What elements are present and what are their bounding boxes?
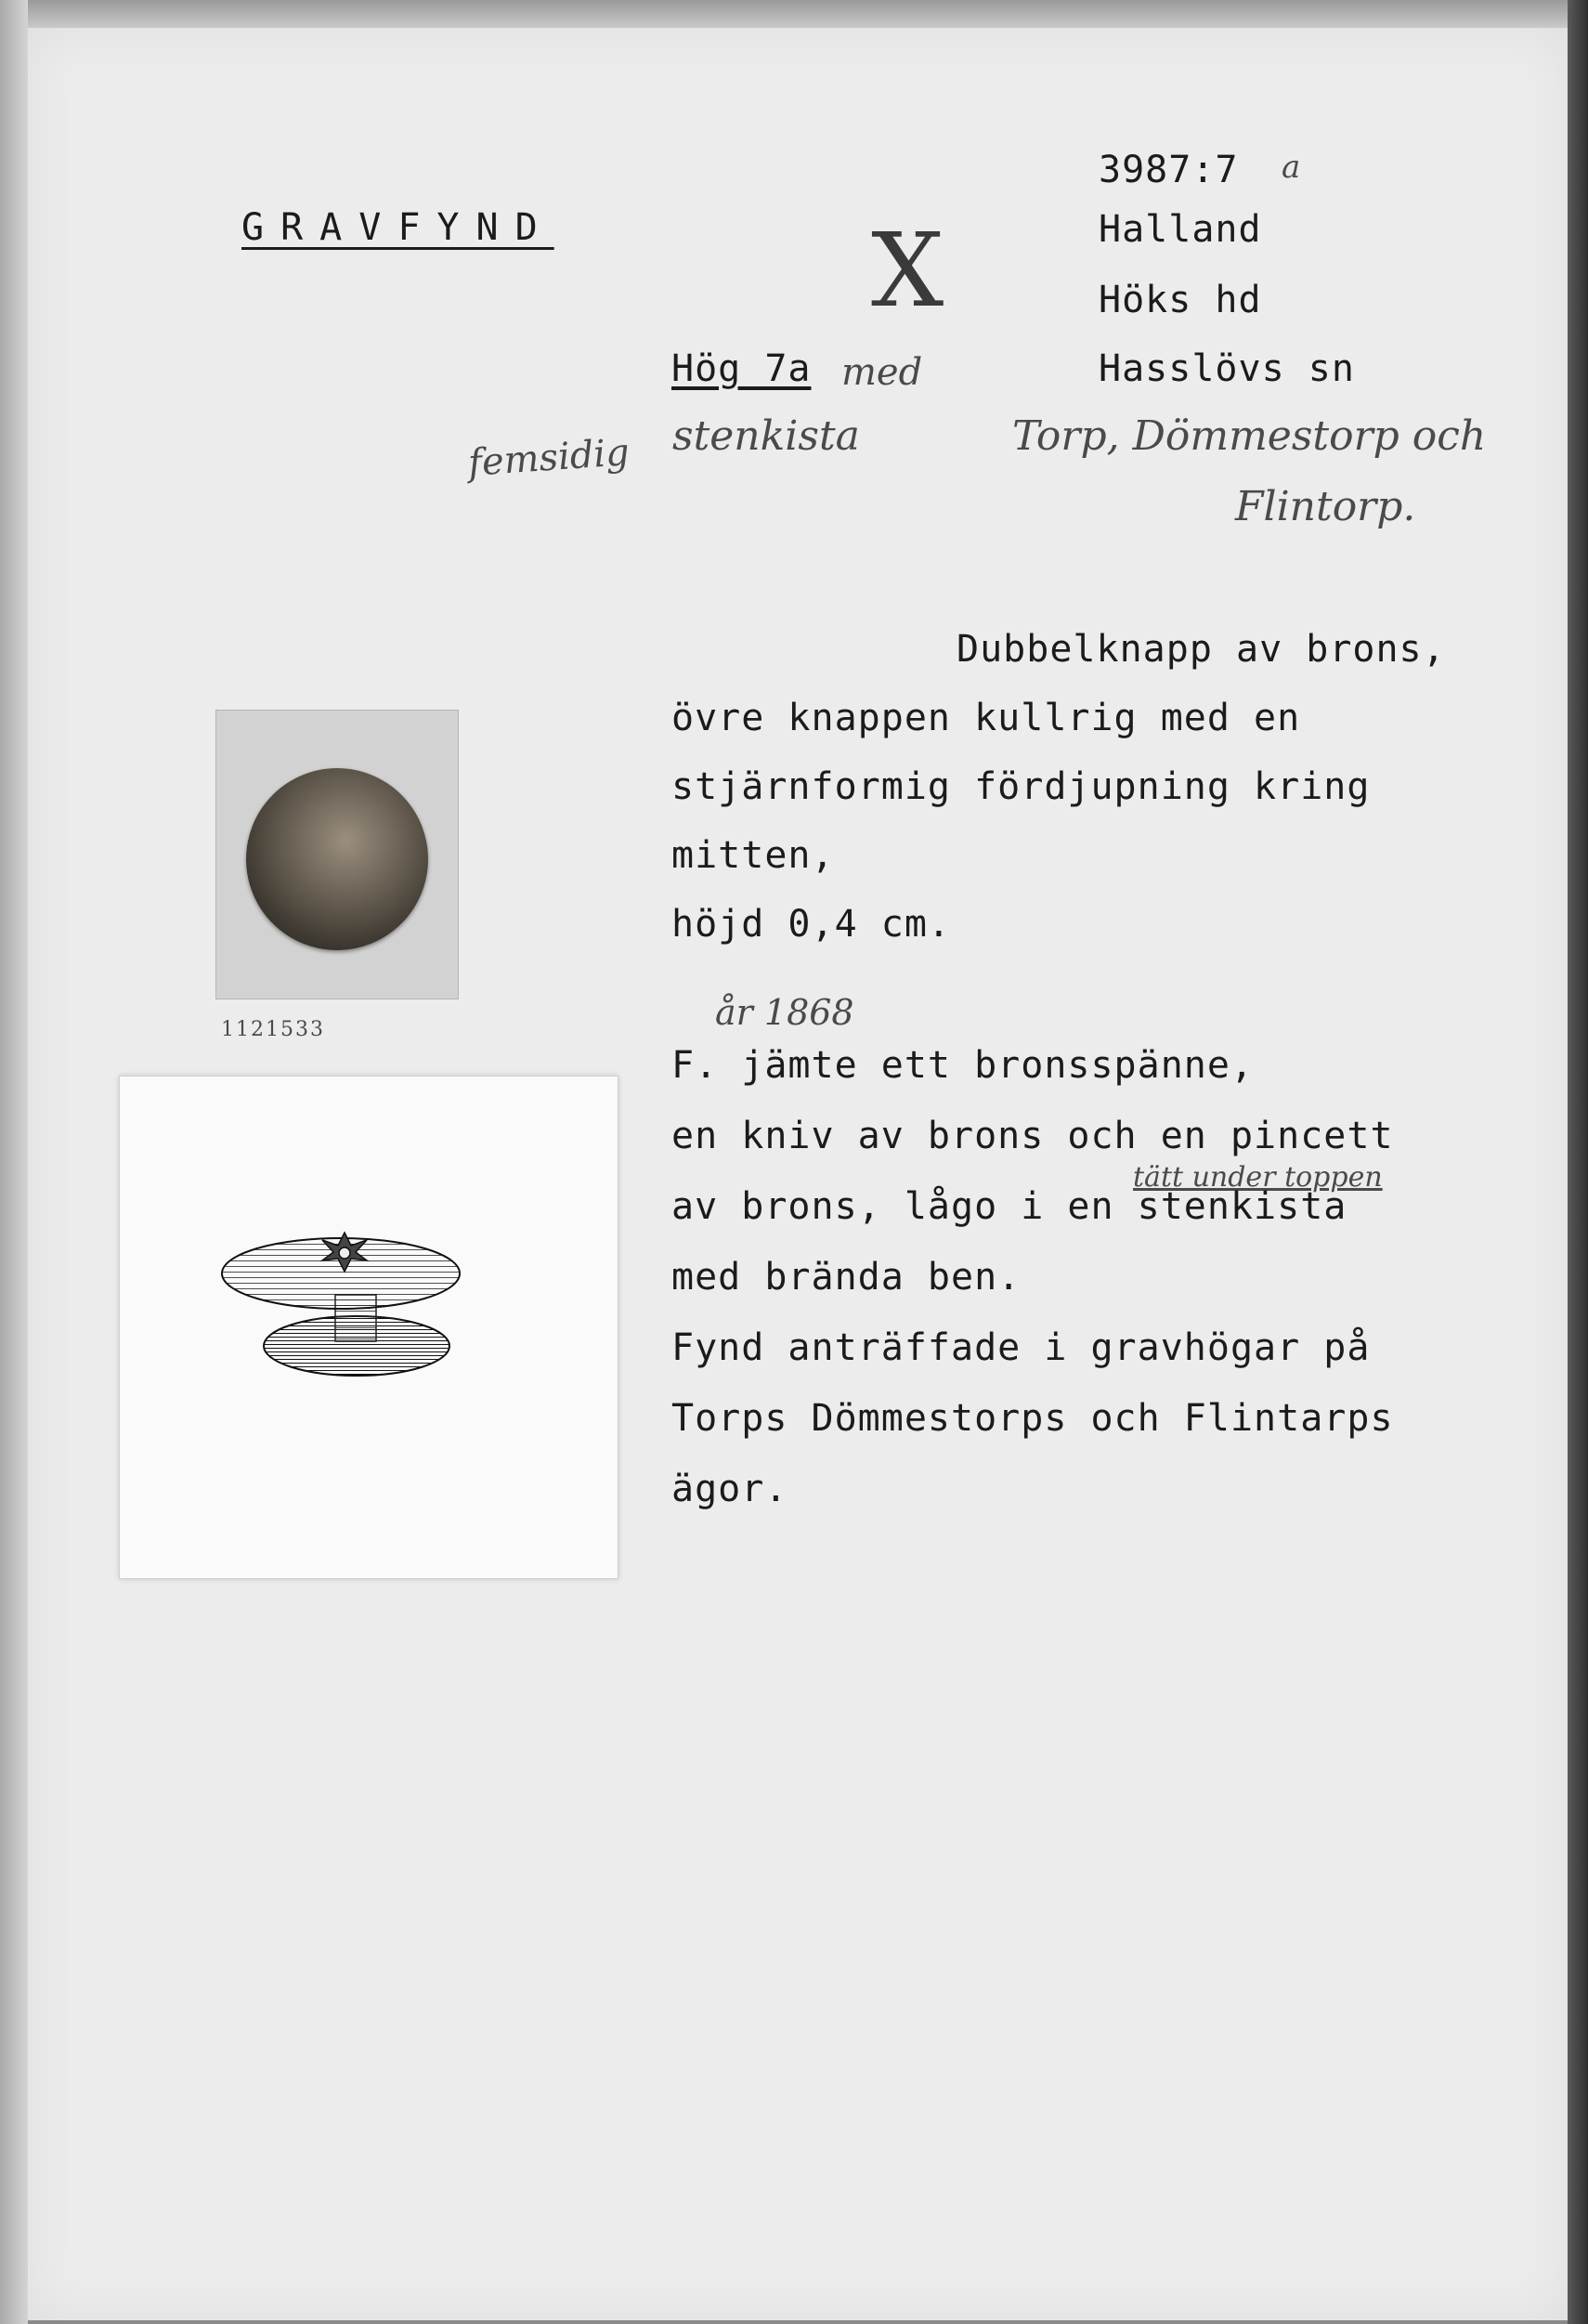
description-line: höjd 0,4 cm. xyxy=(671,903,951,946)
find-note-line: med brända ben. xyxy=(671,1256,1022,1299)
description-line: Dubbelknapp av brons, xyxy=(957,628,1446,671)
button-top-view-image xyxy=(246,768,428,950)
scan-right-edge xyxy=(1568,0,1588,2324)
catalog-number: 3987:7 xyxy=(1099,149,1239,191)
find-note-line: av brons, lågo i en stenkista xyxy=(671,1185,1347,1228)
hundred: Höks hd xyxy=(1099,279,1262,321)
double-button-illustration xyxy=(120,1077,618,1578)
document-title: GRAVFYND xyxy=(241,206,554,249)
find-note-line: ägor. xyxy=(671,1468,788,1510)
find-note-line: Torps Dömmestorps och Flintarps xyxy=(671,1397,1394,1440)
handwritten-location-line2: Flintorp. xyxy=(1235,483,1416,530)
description-line: övre knappen kullrig med en xyxy=(671,697,1301,739)
description-line: mitten, xyxy=(671,834,835,877)
find-note-line: Fynd anträffade i gravhögar på xyxy=(671,1326,1371,1369)
handwritten-stenkista: stenkista xyxy=(672,412,860,460)
photo-number: 1121533 xyxy=(221,1018,325,1041)
find-note-line: en kniv av brons och en pincett xyxy=(671,1115,1394,1157)
artifact-photograph xyxy=(215,710,459,999)
description-line: stjärnformig fördjupning kring xyxy=(671,765,1371,808)
artifact-engraving xyxy=(119,1076,618,1579)
handwritten-year: år 1868 xyxy=(715,992,854,1033)
scan-top-edge xyxy=(0,0,1588,28)
province: Halland xyxy=(1099,208,1262,251)
find-note-line: F. jämte ett bronsspänne, xyxy=(671,1044,1255,1087)
handwritten-under-toppen: tätt under toppen xyxy=(1133,1161,1383,1194)
mound-label: Hög 7a xyxy=(671,347,812,390)
handwritten-femsidig: femsidig xyxy=(466,430,631,486)
cross-mark: X xyxy=(871,211,944,330)
handwritten-med: med xyxy=(841,351,923,394)
handwritten-location-line1: Torp, Dömmestorp och xyxy=(1012,412,1487,460)
catalog-suffix: a xyxy=(1282,149,1301,186)
scan-left-edge xyxy=(0,0,28,2324)
parish: Hasslövs sn xyxy=(1099,347,1355,390)
